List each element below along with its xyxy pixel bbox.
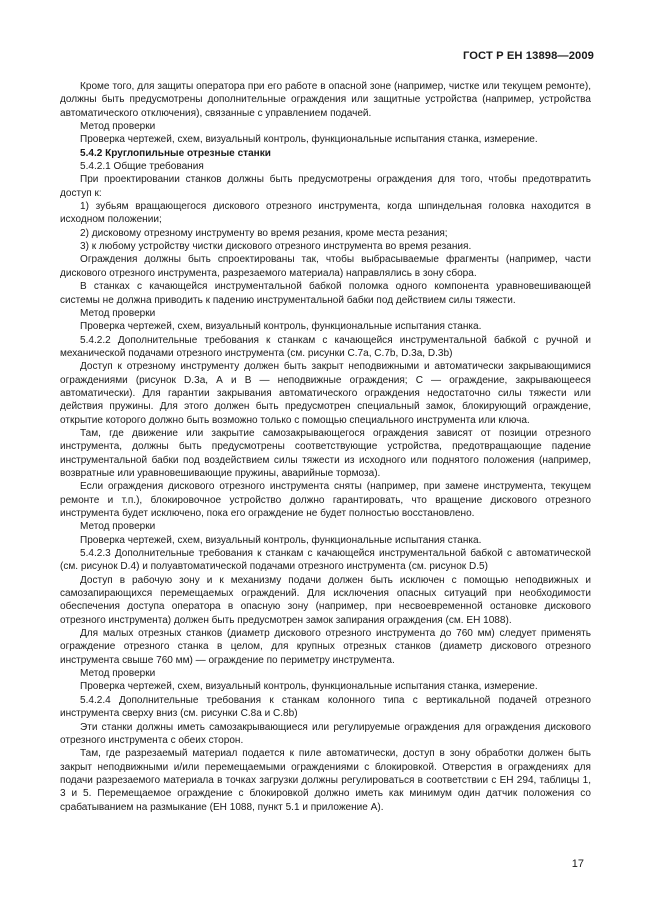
list-item: 2) дисковому отрезному инструменту во время резания, кроме места резания; [80,227,448,239]
subsection-heading: 5.4.2.2 Дополнительные требования к станкам с качающейся инструментальной бабкой с ручной и механической подачами отрезного инструмента (см. рисунки С.7а, С.7b, D.3а, D.3b) [60,334,591,359]
method-heading: Метод проверки [80,521,156,533]
section-heading: 5.4.2 Круглопильные отрезные станки [80,147,271,159]
paragraph: Для малых отрезных станков (диаметр дискового отрезного инструмента до 760 мм) следует применять ограждение отрезного станка в целом, для крупных отрезных станков (диаметр дискового отрезного инструмента свыше 760 мм) — ограждение по периметру инструмента. [60,628,591,666]
paragraph: Кроме того, для защиты оператора при его работе в опасной зоне (например, чистке или текущем ремонте), должны быть предусмотрены дополнительные ограждения или защитные устройства (например, устройства автоматического отключения), связанные с управлением подачей. [60,81,591,119]
subsection-heading: 5.4.2.3 Дополнительные требования к станкам с качающейся инструментальной бабкой с автоматической (см. рисунок D.4) и полуавтоматической подачами отрезного инструмента (см. рисунок D.5) [60,548,591,573]
paragraph: Доступ к отрезному инструменту должен быть закрыт неподвижными и автоматически закрывающимися ограждениями (рисунок D.3а, А и В — неподвижные ограждения; С — ограждение, закрывающееся автоматически). Для гарантии закрывания автоматического ограждения недостаточно силы тяжести или действия пружины. Для этого должен быть предусмотрен специальный замок, блокирующий ограждение, открытие которого должно быть возможно только с помощью специального инструмента или ключа. [60,361,591,426]
paragraph: В станках с качающейся инструментальной бабкой поломка одного компонента уравновешивающей системы не должна приводить к падению инструментальной бабки под действием силы тяжести. [60,281,591,306]
paragraph: Эти станки должны иметь самозакрывающиеся или регулируемые ограждения для ограждения дискового отрезного инструмента с обеих сторон. [60,721,591,746]
document-body [60,80,591,814]
paragraph: Проверка чертежей, схем, визуальный контроль, функциональные испытания станка. [80,534,482,546]
paragraph: Ограждения должны быть спроектированы так, чтобы выбрасываемые фрагменты (например, части дискового отрезного инструмента, разрезаемого материала) направлялись в зону сбора. [60,254,591,279]
page-number: 17 [571,858,584,870]
paragraph: Если ограждения дискового отрезного инструмента сняты (например, при замене инструмента, текущем ремонте и т.п.), блокировочное устройство должно гарантировать, что вращение дискового отрезного инструмента будет исключено, пока его ограждение не будет полностью восстановлено. [60,481,591,519]
paragraph: Проверка чертежей, схем, визуальный контроль, функциональные испытания станка, измерение. [80,681,538,693]
paragraph: Там, где движение или закрытие самозакрывающегося ограждения зависят от позиции отрезного инструмента, должны быть предусмотрены соответствующие устройства, предотвращающие падение инструментальной бабки под воздействием силы тяжести из исходного или поднятого положения (например, возвратные или уравновешивающие пружины, аварийные тормоза). [60,427,591,479]
method-heading: Метод проверки [80,121,156,133]
method-heading: Метод проверки [80,668,156,680]
method-heading: Метод проверки [80,307,156,319]
paragraph: Доступ в рабочую зону и к механизму подачи должен быть исключен с помощью неподвижных и самозапирающихся перемещаемых ограждений. Для исключения опасных ситуаций при необходимости обеспечения доступа оператора в опасную зону (например, при несвоевременной остановке дискового отрезного инструмента) должен быть предусмотрен замок запирания ограждения (см. ЕН 1088). [60,574,591,626]
paragraph: Проверка чертежей, схем, визуальный контроль, функциональные испытания станка, измерение. [80,134,538,146]
list-item: 1) зубьям вращающегося дискового отрезного инструмента, когда шпиндельная головка находится в исходном положении; [60,201,591,226]
subsection-heading: 5.4.2.1 Общие требования [80,161,204,173]
list-item: 3) к любому устройству чистки дискового отрезного инструмента во время резания. [80,241,472,253]
subsection-heading: 5.4.2.4 Дополнительные требования к станкам колонного типа с вертикальной подачей отрезного инструмента сверху вниз (см. рисунки С.8а и С.8b) [60,694,591,720]
paragraph: Там, где разрезаемый материал подается к пиле автоматически, доступ в зону обработки должен быть закрыт неподвижными и/или перемещаемыми ограждениями с блокировкой. Отверстия в ограждениях для подачи разрезаемого материала в точках загрузки должны регулироваться в соответствии с ЕН 294, таблицы 1, 3 и 5. Перемещаемое ограждение с блокировкой должно иметь как минимум один датчик положения со срабатыванием на размыкание (ЕН 1088, пункт 5.1 и приложение А). [60,748,591,813]
document-header: ГОСТ Р ЕН 13898—2009 [462,50,594,62]
paragraph: При проектировании станков должны быть предусмотрены ограждения для того, чтобы предотвратить доступ к: [60,174,591,199]
paragraph: Проверка чертежей, схем, визуальный контроль, функциональные испытания станка. [80,321,482,333]
